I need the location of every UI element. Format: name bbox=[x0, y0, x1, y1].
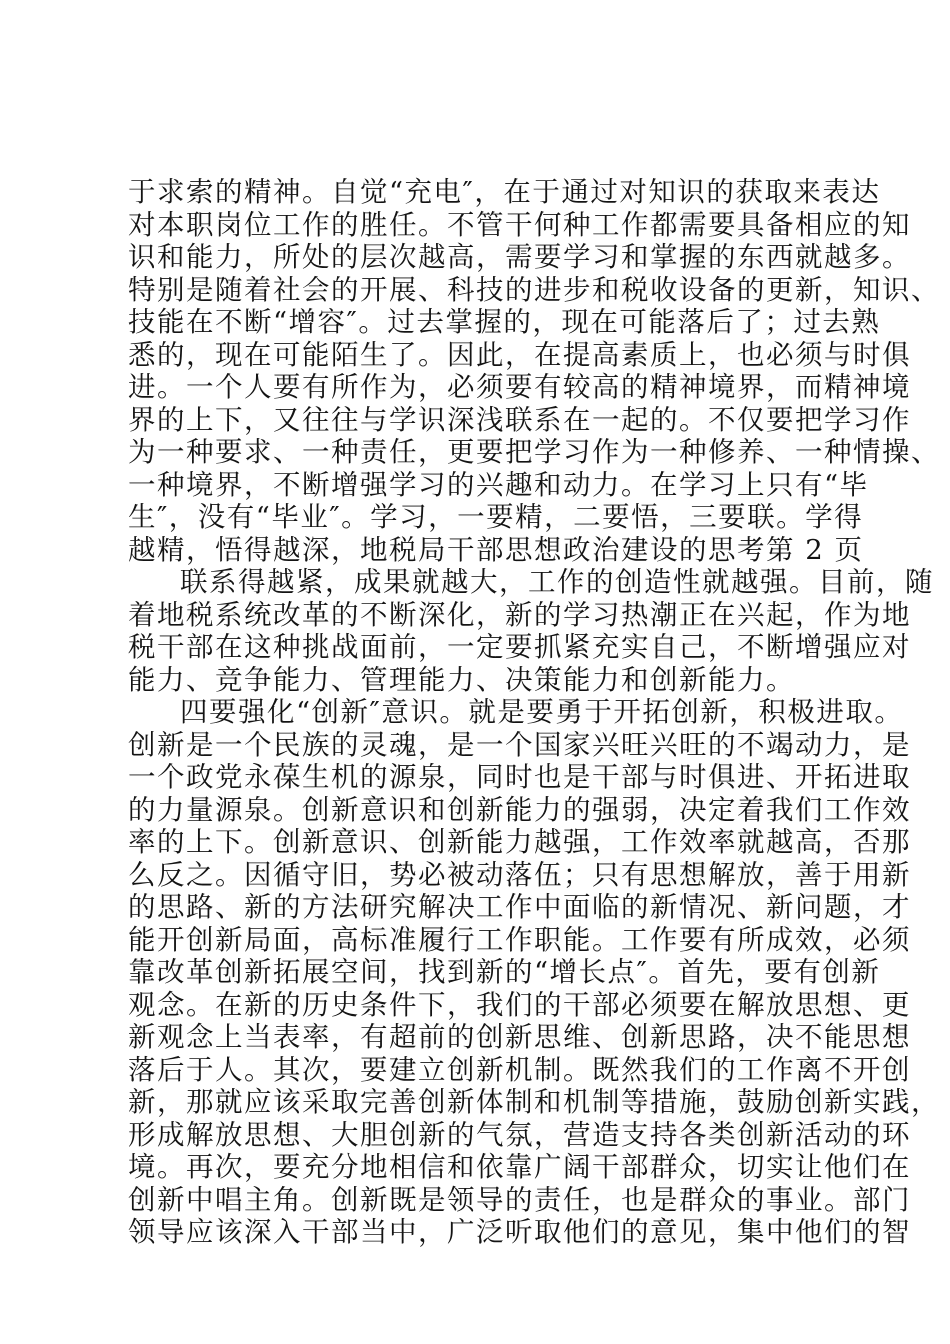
text-line: 创新是一个民族的灵魂，是一个国家兴旺兴旺的不竭动力，是 bbox=[128, 728, 911, 761]
text-line: 率的上下。创新意识、创新能力越强，工作效率就越高，否那 bbox=[128, 826, 911, 858]
text-line: 能力、竞争能力、管理能力、决策能力和创新能力。 bbox=[128, 663, 795, 696]
text-line: 于求索的精神。自觉“充电″，在于通过对知识的获取来表达 bbox=[128, 176, 881, 208]
text-line: 悉的，现在可能陌生了。因此，在提高素质上，也必须与时俱 bbox=[128, 338, 911, 371]
text-line: 进。一个人要有所作为，必须要有较高的精神境界，而精神境 bbox=[128, 371, 911, 403]
text-line: 生″，没有“毕业″。学习，一要精，二要悟，三要联。学得 bbox=[128, 501, 864, 533]
text-line: 领导应该深入干部当中，广泛听取他们的意见，集中他们的智 bbox=[128, 1216, 911, 1248]
text-line: 一个政党永葆生机的源泉，同时也是干部与时俱进、开拓进取 bbox=[128, 761, 911, 793]
text-line: 新，那就应该采取完善创新体制和机制等措施，鼓励创新实践， bbox=[128, 1086, 940, 1118]
page-marker-line: 越精，悟得越深，地税局干部思想政治建设的思考第 2 页 bbox=[128, 533, 864, 566]
text-line: 观念。在新的历史条件下，我们的干部必须要在解放思想、更 bbox=[128, 988, 911, 1021]
text-line: 新观念上当表率，有超前的创新思维、创新思路，决不能思想 bbox=[128, 1021, 911, 1053]
paragraph-start-line: 联系得越紧，成果就越大，工作的创造性就越强。目前，随 bbox=[180, 566, 934, 598]
text-line: 的力量源泉。创新意识和创新能力的强弱，决定着我们工作效 bbox=[128, 793, 911, 826]
text-line: 形成解放思想、大胆创新的气氛，营造支持各类创新活动的环 bbox=[128, 1118, 911, 1151]
text-line: 为一种要求、一种责任，更要把学习作为一种修养、一种情操、 bbox=[128, 436, 940, 468]
text-line: 么反之。因循守旧，势必被动落伍；只有思想解放，善于用新 bbox=[128, 858, 911, 891]
text-line: 技能在不断“增容″。过去掌握的，现在可能落后了；过去熟 bbox=[128, 306, 881, 338]
text-line: 对本职岗位工作的胜任。不管干何种工作都需要具备相应的知 bbox=[128, 208, 911, 241]
paragraph-start-line: 四要强化“创新″意识。就是要勇于开拓创新，积极进取。 bbox=[180, 696, 904, 728]
text-line: 境。再次，要充分地相信和依靠广阔干部群众，切实让他们在 bbox=[128, 1151, 911, 1183]
text-line: 税干部在这种挑战面前，一定要抓紧充实自己，不断增强应对 bbox=[128, 631, 911, 663]
text-line: 着地税系统改革的不断深化，新的学习热潮正在兴起，作为地 bbox=[128, 598, 911, 631]
text-line: 识和能力，所处的层次越高，需要学习和掌握的东西就越多。 bbox=[128, 241, 911, 273]
text-line: 特别是随着社会的开展、科技的进步和税收设备的更新，知识、 bbox=[128, 273, 940, 306]
text-line: 的思路、新的方法研究解决工作中面临的新情况、新问题，才 bbox=[128, 891, 911, 923]
body-text bbox=[128, 176, 940, 1249]
text-line: 落后于人。其次，要建立创新机制。既然我们的工作离不开创 bbox=[128, 1053, 911, 1086]
text-line: 能开创新局面，高标准履行工作职能。工作要有所成效，必须 bbox=[128, 923, 911, 956]
text-line: 靠改革创新拓展空间，找到新的“增长点″。首先，要有创新 bbox=[128, 956, 881, 988]
text-line: 界的上下，又往往与学识深浅联系在一起的。不仅要把学习作 bbox=[128, 403, 911, 436]
text-line: 创新中唱主角。创新既是领导的责任，也是群众的事业。部门 bbox=[128, 1183, 911, 1216]
text-line: 一种境界，不断增强学习的兴趣和动力。在学习上只有“毕 bbox=[128, 468, 869, 501]
